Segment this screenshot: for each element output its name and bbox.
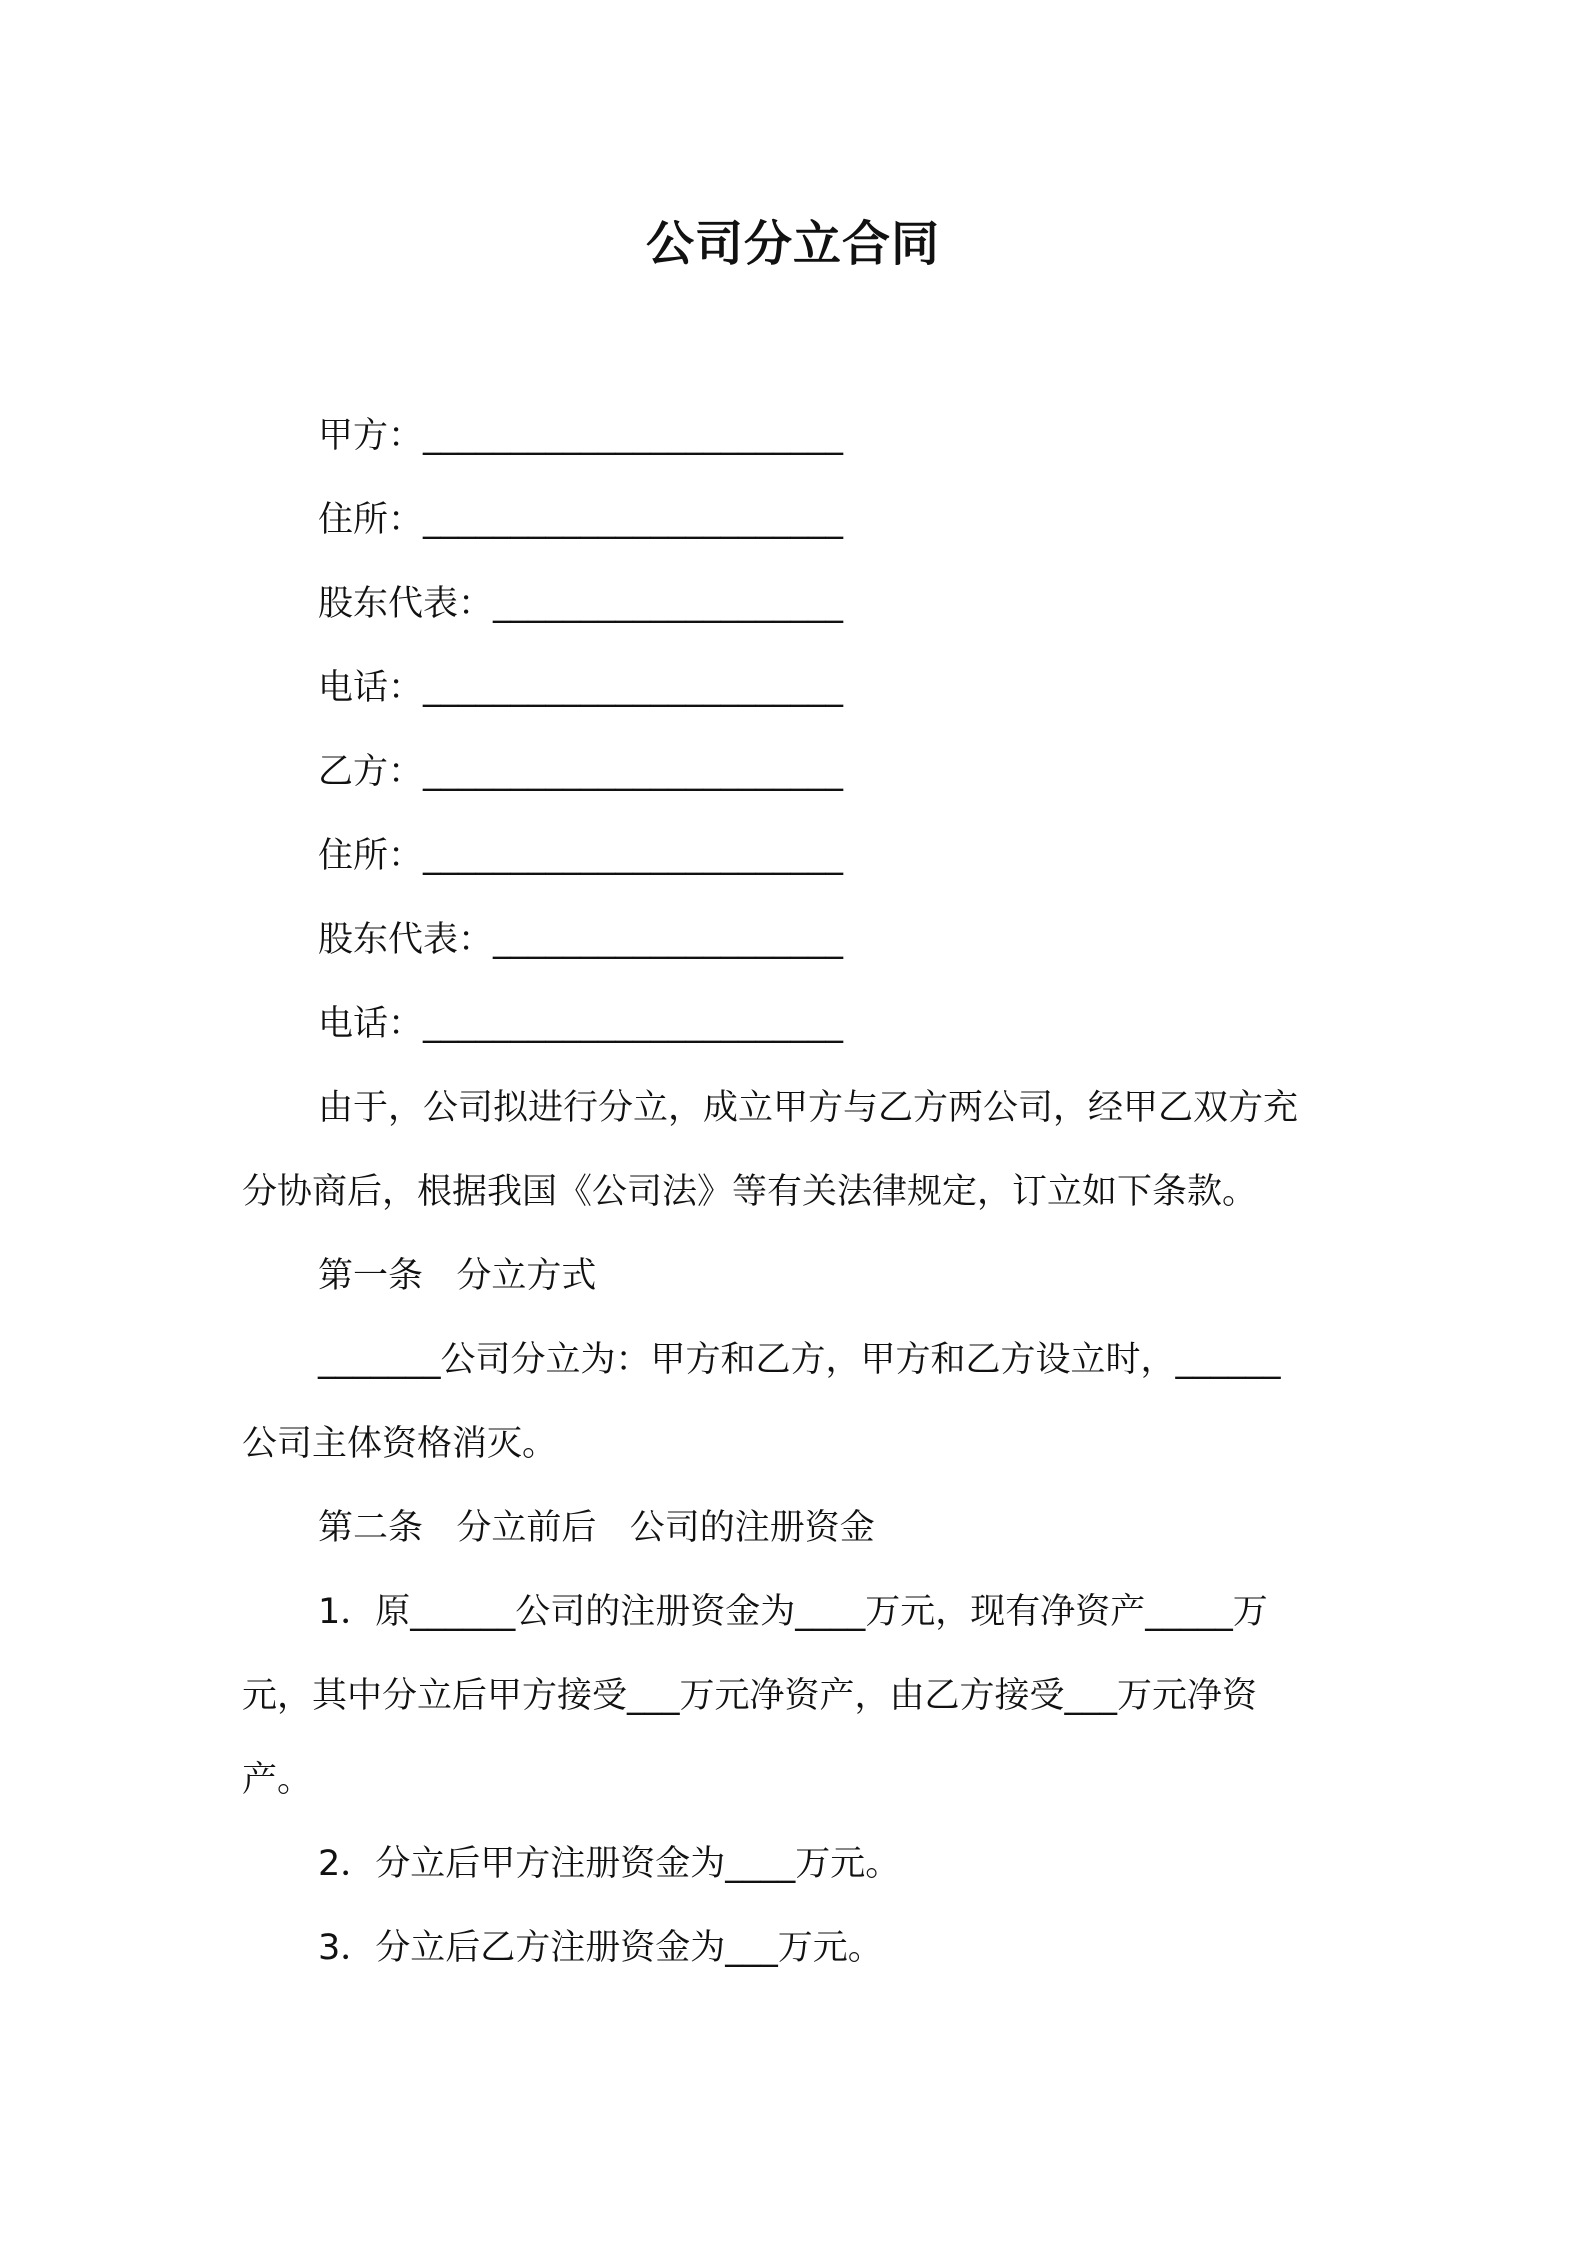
article-2-heading: 第二条 分立前后 公司的注册资金 [318,1508,875,1548]
party-b-name-line: 乙方：________________________ [318,752,844,792]
article-2-item-1-line-1: 1．原______公司的注册资金为____万元，现有净资产_____万 [318,1592,1268,1632]
article-2-item-1-line-2: 元，其中分立后甲方接受___万元净资产，由乙方接受___万元净资 [242,1676,1258,1716]
article-1-heading: 第一条 分立方式 [318,1256,597,1296]
party-b-address-line: 住所：________________________ [318,836,844,876]
preamble-line-2: 分协商后，根据我国《公司法》等有关法律规定，订立如下条款。 [242,1172,1258,1212]
article-1-text-line-2: 公司主体资格消灭。 [242,1424,558,1464]
article-2-item-3: 3．分立后乙方注册资金为___万元。 [318,1928,883,1968]
party-a-representative-line: 股东代表：____________________ [318,584,844,624]
article-2-item-2: 2．分立后甲方注册资金为____万元。 [318,1844,901,1884]
party-b-representative-line: 股东代表：____________________ [318,920,844,960]
preamble-line-1: 由于，公司拟进行分立，成立甲方与乙方两公司，经甲乙双方充 [318,1088,1299,1128]
article-1-text-line-1: _______公司分立为：甲方和乙方，甲方和乙方设立时，______ [318,1340,1281,1380]
party-b-phone-line: 电话：________________________ [318,1004,844,1044]
party-a-phone-line: 电话：________________________ [318,668,844,708]
document-title: 公司分立合同 [645,216,940,272]
party-a-address-line: 住所：________________________ [318,500,844,540]
party-a-name-line: 甲方：________________________ [318,416,844,456]
article-2-item-1-line-3: 产。 [242,1760,313,1800]
